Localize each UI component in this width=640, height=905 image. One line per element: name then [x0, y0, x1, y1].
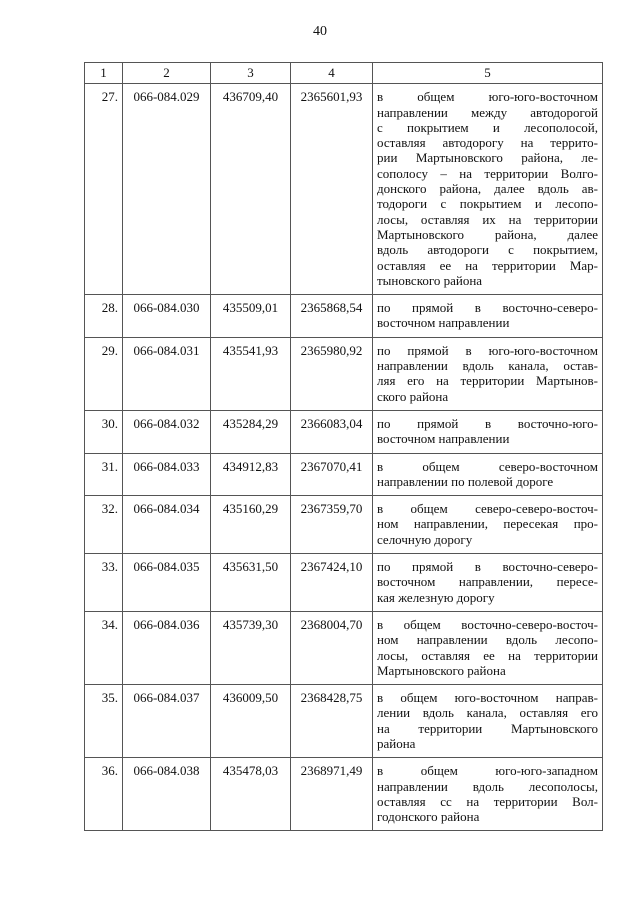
header-col-4: 4: [291, 63, 373, 84]
row-number: 31.: [85, 453, 123, 496]
row-number: 27.: [85, 84, 123, 295]
table-header-row: [85, 63, 603, 84]
description-line: по прямой в восточно-северо-: [377, 559, 598, 575]
boundary-description: [373, 554, 603, 612]
row-number: 34.: [85, 611, 123, 684]
coordinate-x: 435541,93: [211, 337, 291, 410]
coordinate-y: 2366083,04: [291, 410, 373, 453]
description-line: в общем северо-северо-восточ-: [377, 501, 598, 517]
coordinate-y: 2367070,41: [291, 453, 373, 496]
table-row: [85, 410, 603, 453]
coordinate-x: 435509,01: [211, 295, 291, 338]
row-number: 29.: [85, 337, 123, 410]
boundary-description: [373, 758, 603, 831]
coordinate-x: 435284,29: [211, 410, 291, 453]
boundary-description: [373, 337, 603, 410]
description-line: направлении между автодорогой: [377, 104, 598, 120]
description-line: восточном направлении: [377, 431, 510, 447]
coordinate-x: 436009,50: [211, 685, 291, 758]
description-line: рии Мартыновского района, ле-: [377, 150, 598, 166]
description-line: ского района: [377, 388, 449, 404]
description-line: в общем восточно-северо-восточ-: [377, 616, 598, 632]
table-row: [85, 337, 603, 410]
header-col-3: 3: [211, 63, 291, 84]
description-line: вдоль автодороги с покрытием,: [377, 242, 598, 258]
point-code: 066-084.035: [123, 554, 211, 612]
page-number: 40: [313, 24, 327, 39]
row-number: 32.: [85, 496, 123, 554]
coordinate-y: 2368428,75: [291, 685, 373, 758]
description-line: оставляя автодорогу на террито-: [377, 135, 598, 151]
header-col-5: 5: [373, 63, 603, 84]
coordinate-y: 2365601,93: [291, 84, 373, 295]
header-col-2: 2: [123, 63, 211, 84]
point-code: 066-084.029: [123, 84, 211, 295]
boundary-description: [373, 84, 603, 295]
description-line: направлении вдоль лесополосы,: [377, 778, 598, 794]
description-line: донского района, далее вдоль ав-: [377, 181, 598, 197]
boundary-points-table: [84, 62, 603, 831]
coordinate-x: 435631,50: [211, 554, 291, 612]
description-line: ном направлении, пересекая про-: [377, 516, 598, 532]
boundary-description: [373, 685, 603, 758]
description-line: селочную дорогу: [377, 531, 473, 547]
table-row: [85, 84, 603, 295]
coordinate-y: 2367424,10: [291, 554, 373, 612]
description-line: по прямой в юго-юго-восточном: [377, 342, 598, 358]
description-line: в общем юго-юго-западном: [377, 763, 598, 779]
coordinate-y: 2368971,49: [291, 758, 373, 831]
boundary-description: [373, 410, 603, 453]
description-line: по прямой в восточно-северо-: [377, 300, 598, 316]
description-line: по прямой в восточно-юго-: [377, 415, 598, 431]
description-line: годонского района: [377, 809, 480, 825]
description-line: сополосу – на территории Волго-: [377, 165, 598, 181]
boundary-description: [373, 611, 603, 684]
table-row: [85, 295, 603, 338]
description-line: с покрытием и лесополосой,: [377, 119, 598, 135]
point-code: 066-084.033: [123, 453, 211, 496]
description-line: на территории Мартыновского: [377, 720, 598, 736]
coordinate-x: 435739,30: [211, 611, 291, 684]
description-line: направлении вдоль канала, остав-: [377, 358, 598, 374]
row-number: 28.: [85, 295, 123, 338]
description-line: района: [377, 735, 416, 751]
point-code: 066-084.037: [123, 685, 211, 758]
point-code: 066-084.036: [123, 611, 211, 684]
description-line: ляя его на территории Мартынов-: [377, 373, 598, 389]
header-col-1: 1: [85, 63, 123, 84]
coordinate-y: 2368004,70: [291, 611, 373, 684]
coordinate-y: 2365868,54: [291, 295, 373, 338]
description-line: тыновского района: [377, 272, 483, 288]
boundary-description: [373, 295, 603, 338]
description-line: в общем юго-восточном направ-: [377, 690, 598, 706]
coordinate-x: 435160,29: [211, 496, 291, 554]
table-row: [85, 758, 603, 831]
description-line: оставляя сс на территории Вол-: [377, 793, 598, 809]
description-line: лосы, оставляя их на территории: [377, 211, 598, 227]
row-number: 30.: [85, 410, 123, 453]
coordinate-y: 2365980,92: [291, 337, 373, 410]
boundary-description: [373, 496, 603, 554]
description-line: лении вдоль канала, оставляя его: [377, 705, 598, 721]
coordinate-x: 436709,40: [211, 84, 291, 295]
description-line: восточном направлении, пересе-: [377, 574, 598, 590]
description-line: оставляя ее на территории Мар-: [377, 257, 598, 273]
description-line: ном направлении вдоль лесопо-: [377, 632, 598, 648]
table-row: [85, 554, 603, 612]
point-code: 066-084.034: [123, 496, 211, 554]
point-code: 066-084.031: [123, 337, 211, 410]
description-line: восточном направлении: [377, 315, 510, 331]
description-line: Мартыновского района: [377, 662, 506, 678]
boundary-description: [373, 453, 603, 496]
point-code: 066-084.032: [123, 410, 211, 453]
table-row: [85, 611, 603, 684]
coordinate-x: 434912,83: [211, 453, 291, 496]
point-code: 066-084.038: [123, 758, 211, 831]
point-code: 066-084.030: [123, 295, 211, 338]
table-row: [85, 685, 603, 758]
coordinate-x: 435478,03: [211, 758, 291, 831]
coordinate-y: 2367359,70: [291, 496, 373, 554]
description-line: тодороги с покрытием и лесопо-: [377, 196, 598, 212]
table-row: [85, 453, 603, 496]
table-row: [85, 496, 603, 554]
row-number: 33.: [85, 554, 123, 612]
description-line: Мартыновского района, далее: [377, 226, 598, 242]
description-line: в общем юго-юго-восточном: [377, 89, 598, 105]
description-line: кая железную дорогу: [377, 589, 495, 605]
table-body: [85, 84, 603, 831]
description-line: в общем северо-восточном: [377, 458, 598, 474]
row-number: 35.: [85, 685, 123, 758]
row-number: 36.: [85, 758, 123, 831]
description-line: направлении по полевой дороге: [377, 473, 554, 489]
description-line: лосы, оставляя ее на территории: [377, 647, 598, 663]
